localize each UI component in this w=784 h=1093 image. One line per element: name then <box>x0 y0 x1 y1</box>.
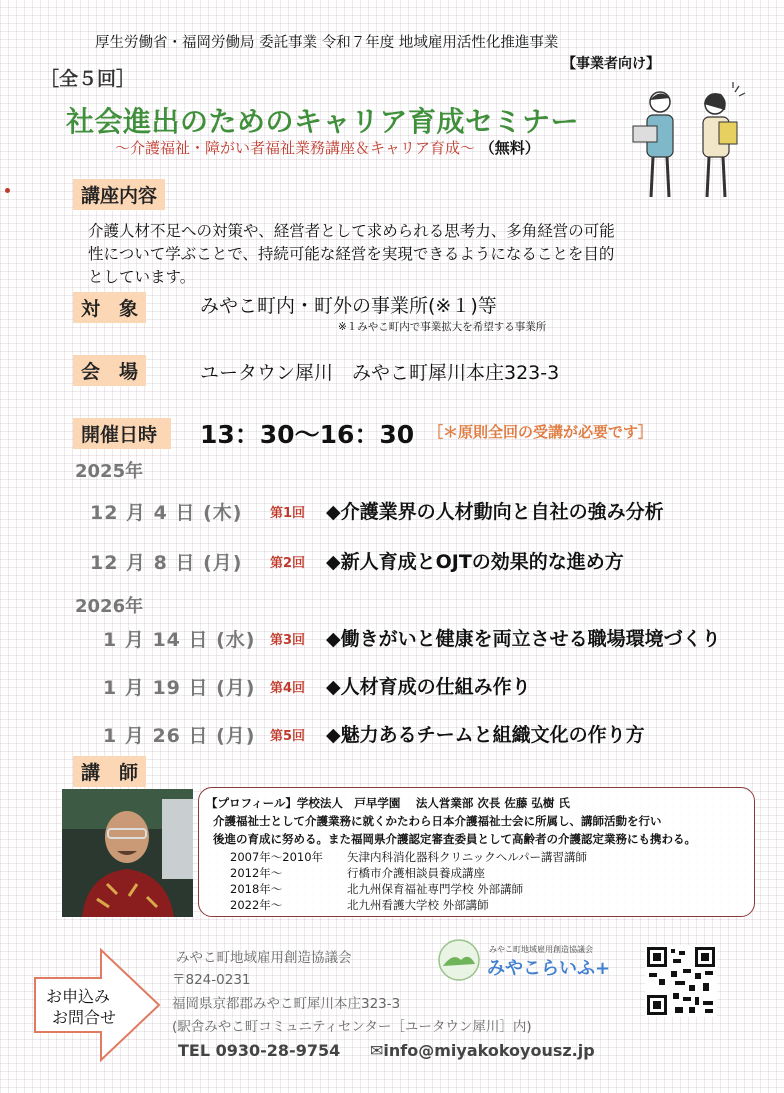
contact-email[interactable]: ✉info@miyakokoyousz.jp <box>370 1041 595 1060</box>
logo-text: みやこらいふ+ <box>487 958 611 979</box>
history-year-3: 2018年～ <box>230 882 283 896</box>
lecturer-photo <box>62 789 193 917</box>
session-5-date: 1 月 26 日 (月) <box>103 725 256 747</box>
contact-tel[interactable]: TEL 0930-28-9754 <box>178 1041 341 1060</box>
session-1-title: ◆介護業界の人材動向と自社の強み分析 <box>326 501 664 523</box>
content-label: 講座内容 <box>73 179 165 210</box>
free-tag: （無料） <box>479 139 540 157</box>
sessions-tag: ［全５回］ <box>40 68 136 90</box>
session-3-number: 第3回 <box>270 633 306 648</box>
contact-address: 福岡県京都郡みやこ町犀川本庄323-3 <box>172 996 401 1012</box>
subtitle-text: ～介護福祉・障がい者福祉業務講座＆キャリア育成～ <box>115 139 476 157</box>
schedule-time: 13：30～16：30 <box>200 420 415 449</box>
margin-dot <box>5 188 10 193</box>
session-5-number: 第5回 <box>270 729 306 744</box>
history-desc-3: 北九州保育福祉専門学校 外部講師 <box>347 882 524 896</box>
history-desc-4: 北九州看護大学校 外部講師 <box>347 898 489 912</box>
logo-small-text: みやこ町地域雇用創造協議会 <box>489 945 593 954</box>
arrow-text-2: お問合せ <box>52 1008 117 1027</box>
session-5-title: ◆魅力あるチームと組織文化の作り方 <box>326 724 645 746</box>
session-2-date: 12 月 8 日 (月) <box>90 552 243 574</box>
history-year-2: 2012年～ <box>230 866 283 880</box>
profile-heading: 【プロフィール】学校法人 戸早学園 法人営業部 次長 佐藤 弘樹 氏 <box>206 796 570 810</box>
session-4-number: 第4回 <box>270 681 306 696</box>
session-4-date: 1 月 19 日 (月) <box>103 677 256 699</box>
content-text-1: 介護人材不足への対策や、経営者として求められる思考力、多角経営の可能 <box>88 222 615 240</box>
year-2026: 2026年 <box>75 596 144 617</box>
qr-code[interactable] <box>645 945 717 1017</box>
history-year-1: 2007年～2010年 <box>230 850 324 864</box>
venue-value: ユータウン犀川 みやこ町犀川本庄323-3 <box>200 362 560 384</box>
main-title: 社会進出のためのキャリア育成セミナー <box>66 105 580 138</box>
target-label: 対 象 <box>73 292 146 323</box>
contact-building: (駅舎みやこ町コミュニティセンター［ユータウン犀川］内) <box>172 1019 532 1035</box>
business-people-illustration <box>615 82 765 207</box>
contact-org: みやこ町地域雇用創造協議会 <box>176 950 352 966</box>
history-year-4: 2022年～ <box>230 898 283 912</box>
year-2025: 2025年 <box>75 461 144 482</box>
session-1-number: 第1回 <box>270 506 306 521</box>
target-value: みやこ町内・町外の事業所(※１)等 <box>200 295 497 317</box>
target-note: ※１みやこ町内で事業拡大を希望する事業所 <box>338 321 547 333</box>
arrow-text-1: お申込み <box>46 987 111 1006</box>
miyako-logo-icon <box>437 938 481 982</box>
session-3-title: ◆働きがいと健康を両立させる職場環境づくり <box>326 628 721 650</box>
audience-tag: 【事業者向け】 <box>562 56 660 72</box>
session-4-title: ◆人材育成の仕組み作り <box>326 676 531 698</box>
schedule-note: ［＊原則全回の受講が必要です］ <box>428 423 654 441</box>
session-2-title: ◆新人育成とOJTの効果的な進め方 <box>326 551 624 573</box>
history-desc-2: 行橋市介護相談員養成講座 <box>347 866 485 880</box>
venue-label: 会 場 <box>73 355 146 386</box>
contact-postal: 〒824-0231 <box>172 972 251 988</box>
content-text-3: としています。 <box>88 268 196 286</box>
schedule-label: 開催日時 <box>73 418 171 449</box>
session-3-date: 1 月 14 日 (水) <box>103 629 256 651</box>
history-desc-1: 矢津内科消化器科クリニックヘルパー講習講師 <box>347 850 588 864</box>
session-2-number: 第2回 <box>270 556 306 571</box>
sponsor-line: 厚生労働省・福岡労働局 委託事業 令和７年度 地域雇用活性化推進事業 <box>95 35 559 51</box>
subtitle <box>115 137 540 158</box>
lecturer-label: 講 師 <box>73 756 146 787</box>
session-1-date: 12 月 4 日 (木) <box>90 502 243 524</box>
profile-text-1: 介護福祉士として介護業務に就くかたわら日本介護福祉士会に所属し、講師活動を行い <box>213 814 662 828</box>
profile-text-2: 後進の育成に努める。また福岡県介護認定審査委員として高齢者の介護認定業務にも携わる。 <box>213 832 696 846</box>
content-text-2: 性について学ぶことで、持続可能な経営を実現できるようになることを目的 <box>88 245 615 263</box>
